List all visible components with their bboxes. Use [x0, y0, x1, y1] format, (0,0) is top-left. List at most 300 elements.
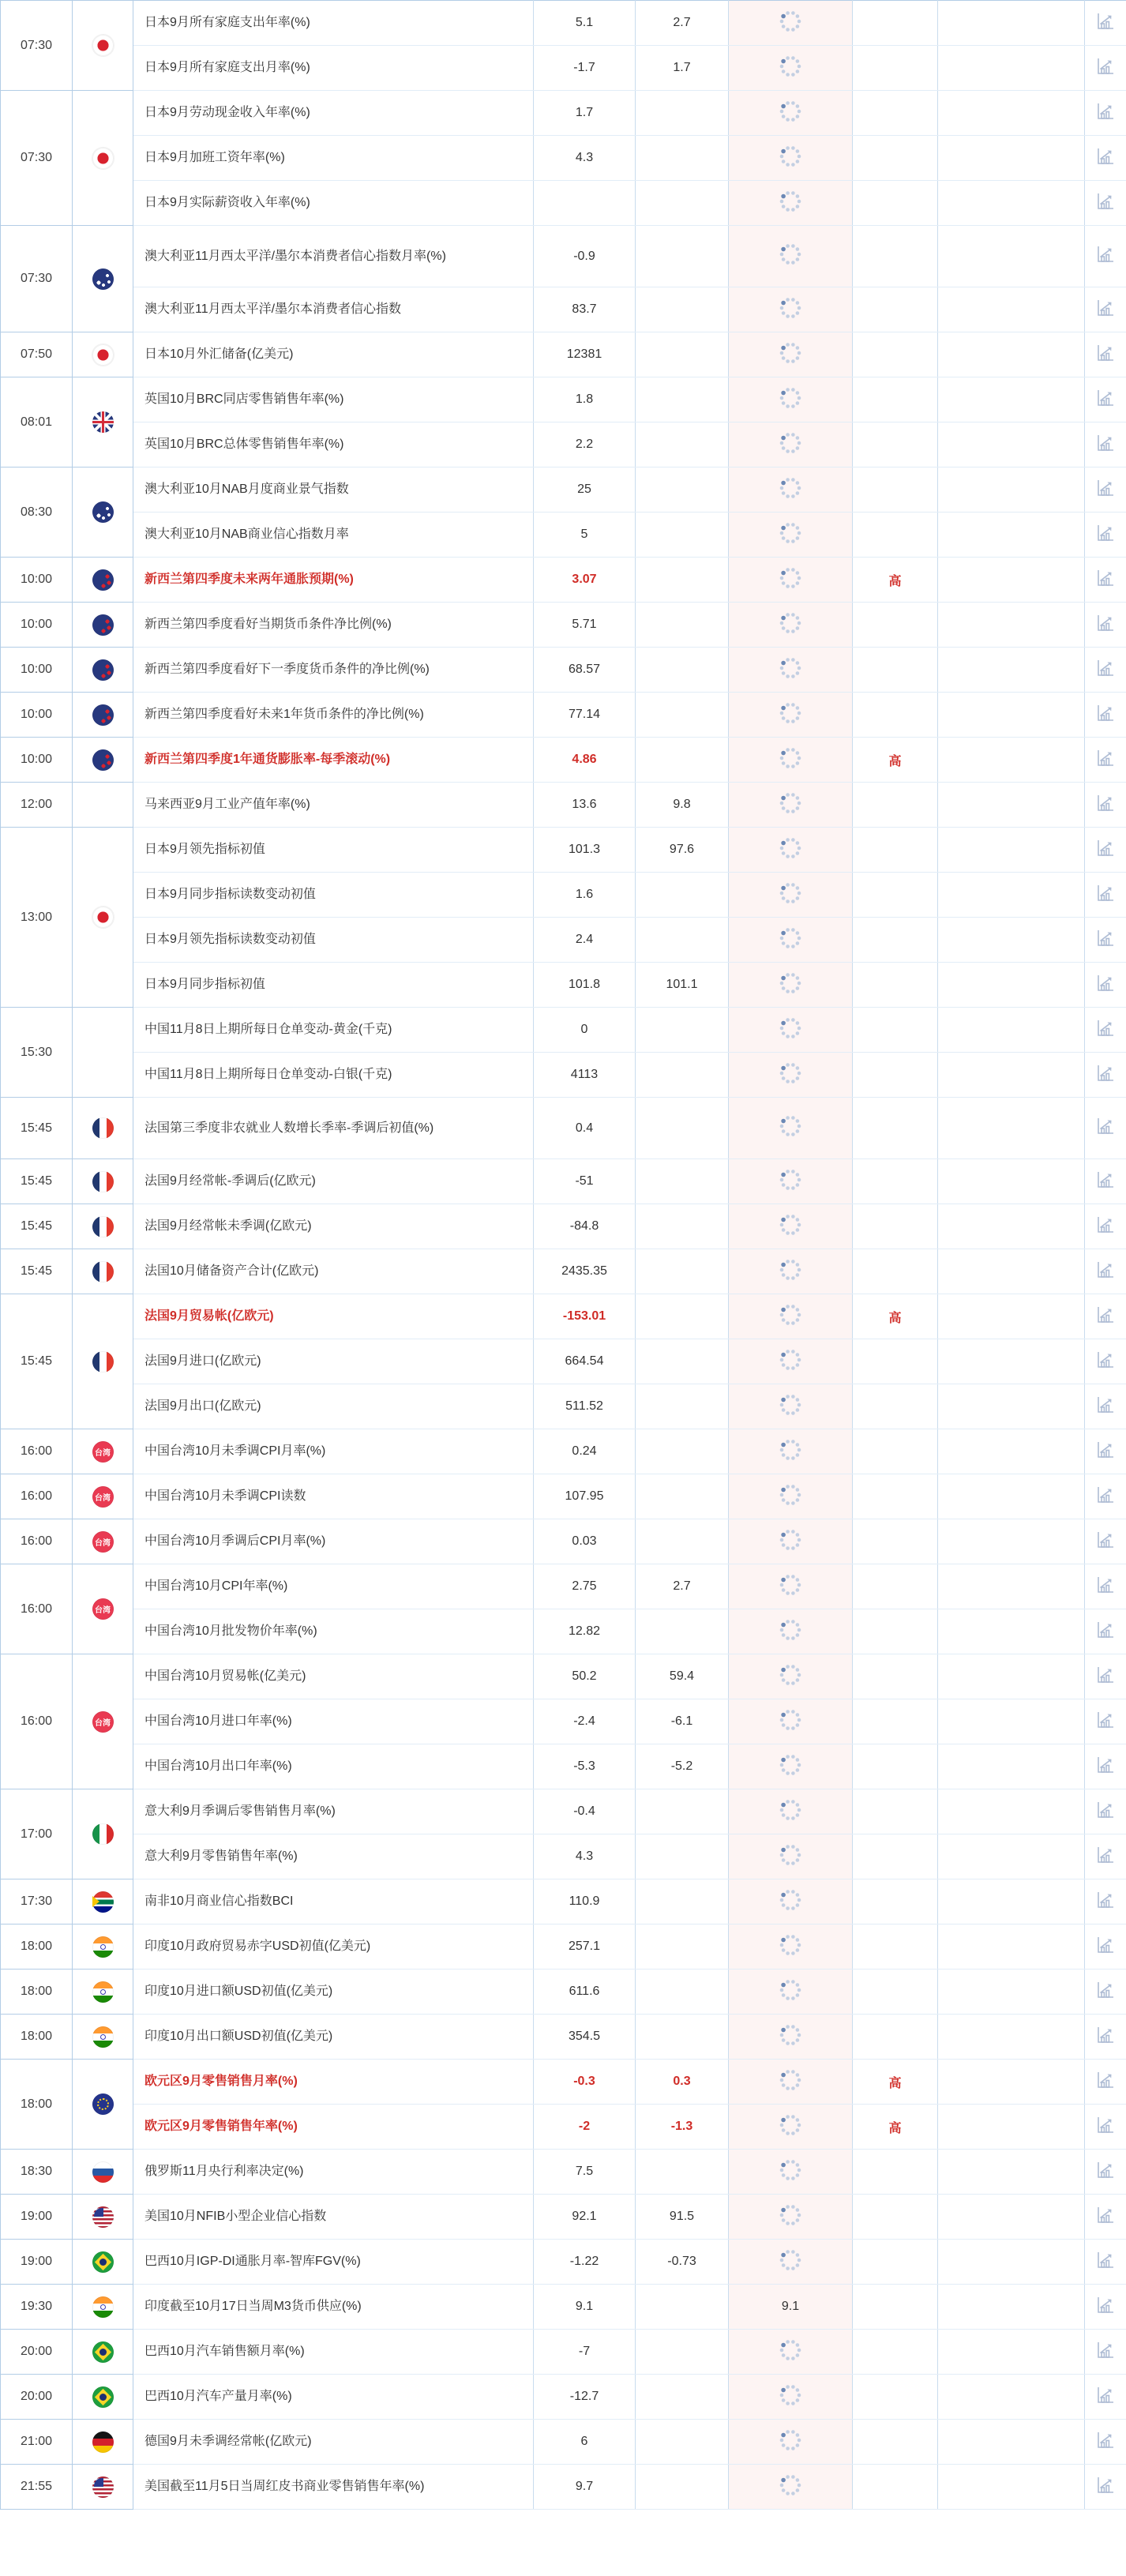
forecast-value-cell: 0.3: [636, 2060, 729, 2105]
importance-cell: [853, 1654, 938, 1699]
spacer-cell: [938, 1008, 1085, 1053]
chart-cell: [1085, 2060, 1126, 2105]
importance-cell: [853, 1249, 938, 1294]
flag-cell: [73, 2150, 133, 2195]
event-title: 法国第三季度非农就业人数增长季率-季调后初值(%): [145, 1121, 434, 1135]
loading-spinner-icon: [777, 8, 804, 35]
spacer-cell: [938, 2465, 1085, 2510]
chart-icon[interactable]: [1095, 478, 1116, 498]
importance-cell: [853, 1609, 938, 1654]
chart-icon[interactable]: [1095, 883, 1116, 903]
chart-icon[interactable]: [1095, 973, 1116, 993]
actual-value-cell: 2.2: [534, 422, 636, 468]
actual-value-cell: 611.6: [534, 1970, 636, 2015]
table-row: [1, 2285, 1126, 2330]
time-cell: 18:00: [1, 2015, 73, 2060]
forecast-value-cell: [636, 1249, 729, 1294]
loading-spinner-icon: [777, 1166, 804, 1193]
importance-cell: [853, 558, 938, 603]
chart-cell: [1085, 1519, 1126, 1564]
flag-cell: [73, 738, 133, 783]
chart-icon[interactable]: [1095, 298, 1116, 318]
event-title: 法国9月贸易帐(亿欧元): [145, 1309, 274, 1324]
loading-spinner-icon: [777, 1211, 804, 1238]
importance-cell: [853, 136, 938, 181]
table-row: [1, 963, 1126, 1008]
importance-cell: [853, 513, 938, 558]
flag-cell: [73, 828, 133, 1008]
chart-icon[interactable]: [1095, 1935, 1116, 1955]
chart-cell: [1085, 287, 1126, 332]
loading-spinner-icon: [777, 1436, 804, 1463]
loading-spinner-icon: [777, 745, 804, 772]
chart-icon[interactable]: [1095, 1620, 1116, 1640]
previous-value-cell: [729, 91, 853, 136]
chart-icon[interactable]: [1095, 1575, 1116, 1595]
chart-cell: [1085, 513, 1126, 558]
chart-icon[interactable]: [1095, 838, 1116, 858]
chart-icon[interactable]: [1095, 2295, 1116, 2315]
flag-cell: [73, 377, 133, 468]
loading-spinner-icon: [777, 430, 804, 456]
chart-icon[interactable]: [1095, 523, 1116, 543]
event-cell: [133, 1519, 534, 1564]
chart-icon[interactable]: [1095, 613, 1116, 633]
previous-value-cell: [729, 1098, 853, 1159]
previous-value-cell: [729, 783, 853, 828]
previous-value-cell: [729, 2465, 853, 2510]
chart-icon[interactable]: [1095, 2025, 1116, 2045]
spacer-cell: [938, 1294, 1085, 1339]
russia-flag-icon: [92, 2161, 114, 2183]
table-row: [1, 2330, 1126, 2375]
chart-icon[interactable]: [1095, 2430, 1116, 2450]
chart-icon[interactable]: [1095, 1800, 1116, 1820]
chart-icon[interactable]: [1095, 244, 1116, 265]
time-cell: 19:00: [1, 2240, 73, 2285]
chart-cell: [1085, 332, 1126, 377]
forecast-value-cell: -5.2: [636, 1744, 729, 1789]
chart-icon[interactable]: [1095, 1890, 1116, 1910]
loading-spinner-icon: [777, 2112, 804, 2139]
event-title: 英国10月BRC同店零售销售年率(%): [145, 392, 344, 407]
event-cell: [133, 1384, 534, 1429]
table-row: [1, 1924, 1126, 1970]
actual-value-cell: -51: [534, 1159, 636, 1204]
forecast-value-cell: [636, 2285, 729, 2330]
loading-spinner-icon: [777, 1481, 804, 1508]
actual-value-cell: 77.14: [534, 693, 636, 738]
previous-value-cell: [729, 2330, 853, 2375]
high-importance-badge: 高: [888, 574, 902, 588]
chart-icon[interactable]: [1095, 11, 1116, 32]
chart-cell: [1085, 422, 1126, 468]
time-cell: 13:00: [1, 828, 73, 1008]
importance-cell: [853, 2285, 938, 2330]
australia-flag-icon: [92, 501, 114, 523]
forecast-value-cell: [636, 1008, 729, 1053]
chart-icon[interactable]: [1095, 1116, 1116, 1136]
event-title: 新西兰第四季度看好下一季度货币条件的净比例(%): [145, 663, 430, 677]
loading-spinner-icon: [777, 565, 804, 591]
forecast-value-cell: -0.73: [636, 2240, 729, 2285]
spacer-cell: [938, 468, 1085, 513]
forecast-value-cell: [636, 1159, 729, 1204]
chart-icon[interactable]: [1095, 2205, 1116, 2225]
chart-cell: [1085, 2240, 1126, 2285]
previous-value-cell: [729, 1519, 853, 1564]
chart-cell: [1085, 1429, 1126, 1474]
event-cell: [133, 1339, 534, 1384]
time-cell: 15:45: [1, 1159, 73, 1204]
event-cell: [133, 738, 534, 783]
previous-value-cell: [729, 1339, 853, 1384]
event-title: 中国11月8日上期所每日仓单变动-白银(千克): [145, 1068, 392, 1082]
chart-icon[interactable]: [1095, 1755, 1116, 1775]
spacer-cell: [938, 2105, 1085, 2150]
loading-spinner-icon: [777, 655, 804, 682]
previous-value-cell: [729, 2240, 853, 2285]
actual-value-cell: -0.9: [534, 226, 636, 287]
chart-icon[interactable]: [1095, 1980, 1116, 2000]
time-cell: 15:45: [1, 1098, 73, 1159]
forecast-value-cell: [636, 287, 729, 332]
forecast-value-cell: [636, 1098, 729, 1159]
previous-value-cell: [729, 963, 853, 1008]
spacer-cell: [938, 332, 1085, 377]
flag-cell: [73, 1970, 133, 2015]
spacer-cell: [938, 2330, 1085, 2375]
spacer-cell: [938, 1970, 1085, 2015]
table-row: [1, 422, 1126, 468]
forecast-value-cell: [636, 1924, 729, 1970]
india-flag-icon: [92, 1936, 114, 1958]
loading-spinner-icon: [777, 2472, 804, 2499]
flag-cell: [73, 1924, 133, 1970]
loading-spinner-icon: [777, 970, 804, 997]
chart-icon[interactable]: [1095, 1170, 1116, 1190]
chart-icon[interactable]: [1095, 1063, 1116, 1083]
time-cell: 21:00: [1, 2420, 73, 2465]
table-row: [1, 2150, 1126, 2195]
importance-cell: [853, 1879, 938, 1924]
chart-cell: [1085, 1294, 1126, 1339]
time-cell: 10:00: [1, 648, 73, 693]
loading-spinner-icon: [777, 835, 804, 862]
forecast-value-cell: [636, 1609, 729, 1654]
chart-icon[interactable]: [1095, 1665, 1116, 1685]
actual-value-cell: 9.7: [534, 2465, 636, 2510]
previous-value-cell: [729, 1159, 853, 1204]
chart-icon[interactable]: [1095, 2250, 1116, 2270]
chart-icon[interactable]: [1095, 1395, 1116, 1415]
previous-value-cell: 9.1: [729, 2285, 853, 2330]
chart-icon[interactable]: [1095, 1018, 1116, 1038]
previous-value-cell: [729, 2420, 853, 2465]
previous-value-cell: [729, 1699, 853, 1744]
loading-spinner-icon: [777, 1932, 804, 1958]
forecast-value-cell: [636, 2420, 729, 2465]
time-cell: 15:45: [1, 1249, 73, 1294]
chart-icon[interactable]: [1095, 2475, 1116, 2495]
spacer-cell: [938, 1519, 1085, 1564]
india-flag-icon: [92, 2026, 114, 2048]
table-row: [1, 2465, 1126, 2510]
actual-value-cell: 511.52: [534, 1384, 636, 1429]
event-title: 意大利9月零售销售年率(%): [145, 1849, 298, 1864]
france-flag-icon: [92, 1216, 114, 1237]
chart-icon[interactable]: [1095, 1305, 1116, 1325]
chart-icon[interactable]: [1095, 2070, 1116, 2090]
loading-spinner-icon: [777, 2022, 804, 2048]
flag-cell: [73, 1204, 133, 1249]
chart-cell: [1085, 1339, 1126, 1384]
table-row: [1, 828, 1126, 873]
spacer-cell: [938, 287, 1085, 332]
chart-icon[interactable]: [1095, 703, 1116, 723]
chart-icon[interactable]: [1095, 146, 1116, 167]
flag-cell: [73, 1, 133, 91]
forecast-value-cell: [636, 513, 729, 558]
event-title: 日本9月加班工资年率(%): [145, 151, 285, 165]
event-cell: [133, 1204, 534, 1249]
previous-value-cell: [729, 648, 853, 693]
chart-icon[interactable]: [1095, 793, 1116, 813]
brazil-flag-icon: [92, 2386, 114, 2408]
time-cell: 16:00: [1, 1429, 73, 1474]
time-cell: 10:00: [1, 603, 73, 648]
actual-value-cell: 0.24: [534, 1429, 636, 1474]
chart-icon[interactable]: [1095, 101, 1116, 122]
event-cell: [133, 1924, 534, 1970]
table-row: [1, 2195, 1126, 2240]
chart-cell: [1085, 1699, 1126, 1744]
forecast-value-cell: [636, 1294, 729, 1339]
event-cell: [133, 1744, 534, 1789]
chart-icon[interactable]: [1095, 343, 1116, 363]
chart-icon[interactable]: [1095, 191, 1116, 212]
importance-cell: [853, 2330, 938, 2375]
actual-value-cell: 12.82: [534, 1609, 636, 1654]
loading-spinner-icon: [777, 1977, 804, 2003]
forecast-value-cell: 59.4: [636, 1654, 729, 1699]
table-row: [1, 226, 1126, 287]
table-row: [1, 513, 1126, 558]
actual-value-cell: 12381: [534, 332, 636, 377]
forecast-value-cell: 97.6: [636, 828, 729, 873]
event-cell: [133, 783, 534, 828]
event-title: 美国10月NFIB小型企业信心指数: [145, 2210, 327, 2224]
spacer-cell: [938, 738, 1085, 783]
spacer-cell: [938, 873, 1085, 918]
importance-cell: [853, 1339, 938, 1384]
importance-cell: [853, 738, 938, 783]
chart-cell: [1085, 1789, 1126, 1834]
chart-icon[interactable]: [1095, 1440, 1116, 1460]
event-cell: [133, 46, 534, 91]
table-row: [1, 468, 1126, 513]
chart-cell: [1085, 468, 1126, 513]
forecast-value-cell: [636, 136, 729, 181]
table-row: [1, 136, 1126, 181]
high-importance-badge: 高: [888, 2121, 902, 2135]
forecast-value-cell: 91.5: [636, 2195, 729, 2240]
event-title: 中国台湾10月进口年率(%): [145, 1714, 292, 1729]
importance-cell: [853, 2015, 938, 2060]
flag-cell: [73, 2420, 133, 2465]
japan-flag-icon: [92, 344, 114, 366]
table-row: [1, 648, 1126, 693]
event-cell: [133, 422, 534, 468]
time-cell: 16:00: [1, 1474, 73, 1519]
event-cell: [133, 1474, 534, 1519]
chart-cell: [1085, 46, 1126, 91]
loading-spinner-icon: [777, 790, 804, 817]
forecast-value-cell: [636, 873, 729, 918]
importance-cell: [853, 1, 938, 46]
spacer-cell: [938, 1159, 1085, 1204]
flag-cell: [73, 468, 133, 558]
chart-icon[interactable]: [1095, 748, 1116, 768]
actual-value-cell: 4113: [534, 1053, 636, 1098]
importance-cell: [853, 2375, 938, 2420]
event-title: 新西兰第四季度1年通货膨胀率-每季滚动(%): [145, 753, 391, 767]
event-title: 中国台湾10月未季调CPI月率(%): [145, 1444, 326, 1459]
previous-value-cell: [729, 1204, 853, 1249]
chart-icon[interactable]: [1095, 2115, 1116, 2135]
table-row: [1, 181, 1126, 226]
table-row: [1, 1609, 1126, 1654]
table-row: [1, 1834, 1126, 1879]
time-cell: 16:00: [1, 1564, 73, 1654]
previous-value-cell: [729, 1053, 853, 1098]
spacer-cell: [938, 46, 1085, 91]
chart-icon[interactable]: [1095, 658, 1116, 678]
previous-value-cell: [729, 1474, 853, 1519]
previous-value-cell: [729, 603, 853, 648]
spacer-cell: [938, 513, 1085, 558]
spacer-cell: [938, 603, 1085, 648]
table-row: [1, 783, 1126, 828]
table-row: [1, 2060, 1126, 2105]
chart-icon[interactable]: [1095, 2385, 1116, 2405]
table-row: [1, 1789, 1126, 1834]
event-cell: [133, 2150, 534, 2195]
importance-cell: [853, 332, 938, 377]
actual-value-cell: 92.1: [534, 2195, 636, 2240]
time-cell: 10:00: [1, 738, 73, 783]
importance-cell: [853, 91, 938, 136]
event-title: 中国台湾10月批发物价年率(%): [145, 1624, 317, 1639]
spacer-cell: [938, 1384, 1085, 1429]
loading-spinner-icon: [777, 1707, 804, 1733]
importance-cell: [853, 1834, 938, 1879]
france-flag-icon: [92, 1171, 114, 1192]
actual-value-cell: -0.3: [534, 2060, 636, 2105]
chart-cell: [1085, 2375, 1126, 2420]
event-title: 日本9月领先指标初值: [145, 843, 265, 857]
actual-value-cell: 68.57: [534, 648, 636, 693]
chart-icon[interactable]: [1095, 1485, 1116, 1505]
table-row: [1, 1744, 1126, 1789]
chart-icon[interactable]: [1095, 1215, 1116, 1235]
table-row: [1, 332, 1126, 377]
chart-icon[interactable]: [1095, 1710, 1116, 1730]
event-cell: [133, 1834, 534, 1879]
event-title: 印度10月政府贸易赤字USD初值(亿美元): [145, 1940, 371, 1954]
flag-cell: [73, 91, 133, 226]
table-row: [1, 1159, 1126, 1204]
event-cell: [133, 181, 534, 226]
forecast-value-cell: [636, 1339, 729, 1384]
taiwan-badge: 台湾: [92, 1441, 114, 1463]
actual-value-cell: 110.9: [534, 1879, 636, 1924]
chart-icon[interactable]: [1095, 1845, 1116, 1865]
chart-icon[interactable]: [1095, 1530, 1116, 1550]
previous-value-cell: [729, 1924, 853, 1970]
spacer-cell: [938, 2150, 1085, 2195]
importance-cell: [853, 226, 938, 287]
time-cell: 17:00: [1, 1789, 73, 1879]
previous-value-cell: [729, 377, 853, 422]
event-cell: [133, 603, 534, 648]
event-title: 印度10月出口额USD初值(亿美元): [145, 2030, 333, 2044]
chart-cell: [1085, 558, 1126, 603]
actual-value-cell: -2: [534, 2105, 636, 2150]
chart-icon[interactable]: [1095, 1350, 1116, 1370]
chart-icon[interactable]: [1095, 388, 1116, 408]
importance-cell: [853, 873, 938, 918]
chart-icon[interactable]: [1095, 433, 1116, 453]
forecast-value-cell: [636, 1519, 729, 1564]
chart-icon[interactable]: [1095, 2160, 1116, 2180]
chart-cell: [1085, 1609, 1126, 1654]
table-row: [1, 1053, 1126, 1098]
actual-value-cell: 101.8: [534, 963, 636, 1008]
event-title: 意大利9月季调后零售销售月率(%): [145, 1804, 336, 1819]
previous-value-cell: [729, 1834, 853, 1879]
event-title: 日本9月同步指标初值: [145, 978, 265, 992]
spacer-cell: [938, 1, 1085, 46]
event-title: 澳大利亚11月西太平洋/墨尔本消费者信心指数: [145, 302, 402, 317]
forecast-value-cell: [636, 558, 729, 603]
chart-icon[interactable]: [1095, 568, 1116, 588]
table-row: [1, 1339, 1126, 1384]
loading-spinner-icon: [777, 2067, 804, 2093]
forecast-value-cell: [636, 181, 729, 226]
chart-icon[interactable]: [1095, 2340, 1116, 2360]
loading-spinner-icon: [777, 2247, 804, 2274]
table-row: [1, 287, 1126, 332]
chart-icon[interactable]: [1095, 928, 1116, 948]
loading-spinner-icon: [777, 1752, 804, 1778]
actual-value-cell: 0.03: [534, 1519, 636, 1564]
previous-value-cell: [729, 287, 853, 332]
event-title: 新西兰第四季度未来两年通胀预期(%): [145, 573, 354, 587]
importance-cell: [853, 783, 938, 828]
chart-icon[interactable]: [1095, 56, 1116, 77]
event-title: 中国台湾10月CPI年率(%): [145, 1579, 288, 1594]
table-row: [1, 1699, 1126, 1744]
forecast-value-cell: [636, 2015, 729, 2060]
time-cell: 18:00: [1, 1924, 73, 1970]
table-row: [1, 738, 1126, 783]
chart-icon[interactable]: [1095, 1260, 1116, 1280]
chart-cell: [1085, 2465, 1126, 2510]
chart-cell: [1085, 1834, 1126, 1879]
forecast-value-cell: [636, 2375, 729, 2420]
event-title: 日本9月同步指标读数变动初值: [145, 888, 316, 902]
